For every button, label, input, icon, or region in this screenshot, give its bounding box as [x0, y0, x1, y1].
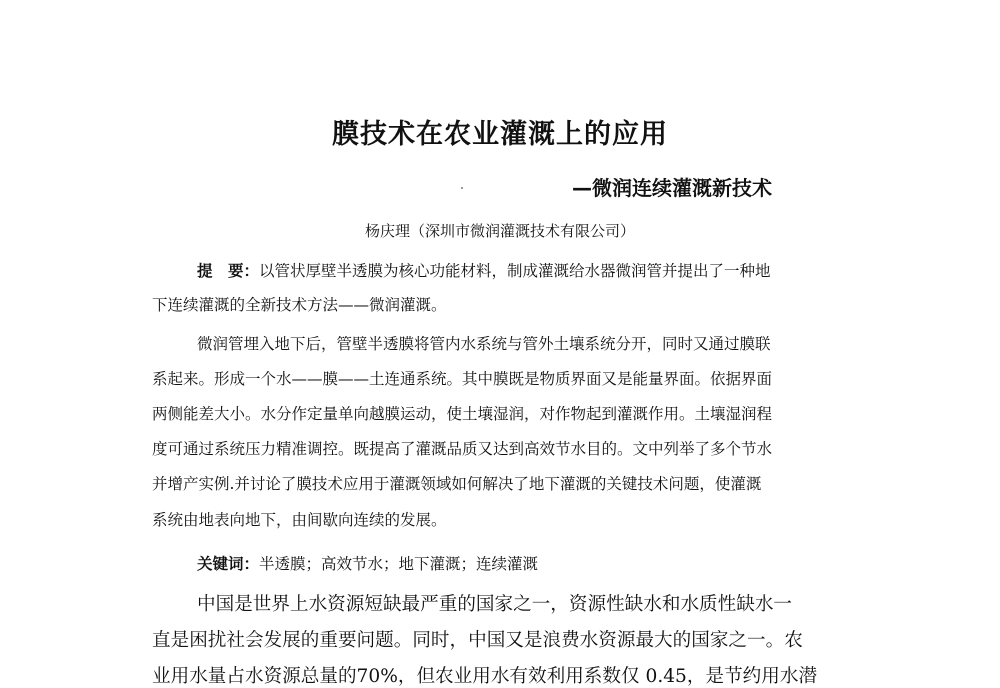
intro-line: 业用水量占水资源总量的70%，但农业用水有效利用系数仅 0.45，是节约用水潜 [152, 666, 818, 687]
intro-line: 中国是世界上水资源短缺最严重的国家之一，资源性缺水和水质性缺水一 [197, 594, 793, 615]
body-line: 微润管埋入地下后，管壁半透膜将管内水系统与管外土壤系统分开，同时又通过膜联 [197, 335, 771, 353]
abstract-line [197, 259, 771, 281]
abstract-text: 以管状厚壁半透膜为核心功能材料，制成灌溉给水器微润管并提出了一种地 [259, 262, 771, 280]
body-line: 系起来。形成一个水——膜——土连通系统。其中膜既是物质界面又是能量界面。依据界面 [152, 370, 773, 388]
body-line: 度可通过系统压力精准调控。既提高了灌溉品质又达到高效节水目的。文中列举了多个节水 [152, 440, 773, 458]
author-affiliation: 杨庆理（深圳市微润灌溉技术有限公司） [364, 222, 635, 240]
scan-speck [461, 187, 463, 189]
body-line: 系统由地表向地下，由间歇向连续的发展。 [152, 511, 447, 529]
body-line: 并增产实例.并讨论了膜技术应用于灌溉领域如何解决了地下灌溉的关键技术问题，使灌溉 [152, 475, 762, 493]
intro-line: 直是困扰社会发展的重要问题。同时，中国又是浪费水资源最大的国家之一。农 [152, 630, 803, 651]
abstract-label: 提 要： [197, 262, 260, 280]
abstract-line: 下连续灌溉的全新技术方法——微润灌溉。 [152, 296, 447, 314]
keywords-line [197, 552, 538, 574]
keywords-text: 半透膜；高效节水；地下灌溉；连续灌溉 [259, 555, 539, 573]
paper-title: 膜技术在农业灌溉上的应用 [332, 119, 668, 150]
body-line: 两侧能差大小。水分作定量单向越膜运动，使土壤湿润，对作物起到灌溉作用。土壤湿润程 [152, 405, 773, 423]
paper-subtitle: —微润连续灌溉新技术 [572, 176, 772, 200]
keywords-label: 关键词： [197, 555, 260, 573]
